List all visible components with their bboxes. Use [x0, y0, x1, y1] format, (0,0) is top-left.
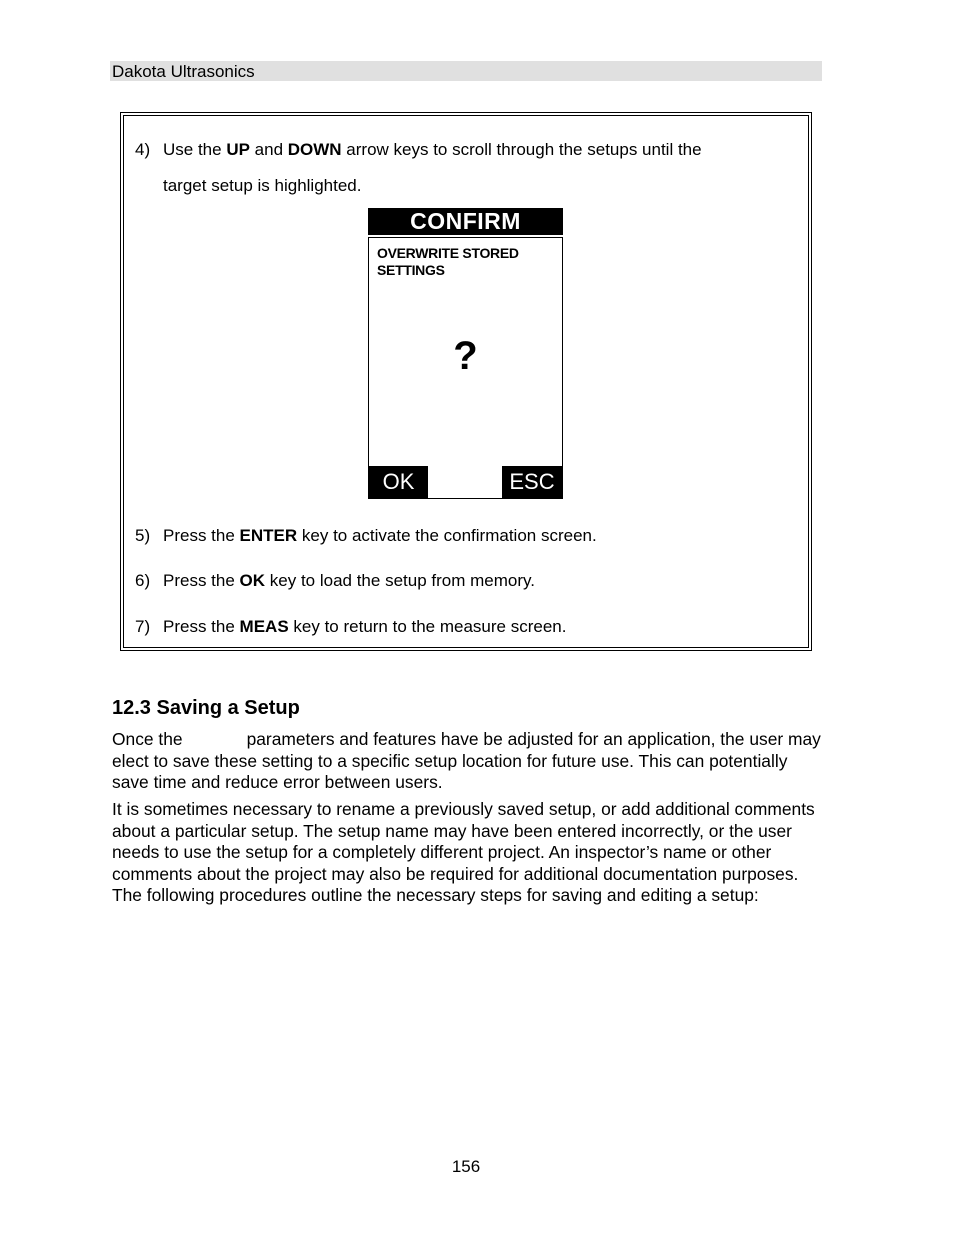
paragraph-1: Once the parameters and features have be adjusted for an application, the user may elect to save these setting to a specific setup location for future use. This can potentially save time and reduce error between users.: [112, 729, 821, 792]
confirm-title: CONFIRM: [368, 208, 563, 235]
step-number: 4): [135, 140, 151, 159]
step-number: 7): [135, 617, 151, 636]
key-down: DOWN: [287, 140, 342, 159]
esc-softkey[interactable]: ESC: [502, 466, 562, 498]
header-company: Dakota Ultrasonics: [112, 62, 255, 81]
step-number: 6): [135, 571, 151, 590]
key-ok: OK: [239, 571, 266, 590]
step-4-continued: target setup is highlighted.: [163, 176, 362, 195]
confirm-body: [368, 237, 563, 499]
question-mark-icon: ?: [453, 334, 478, 378]
key-up: UP: [226, 140, 250, 159]
paragraph-2: It is sometimes necessary to rename a previously saved setup, or add additional comments about a particular setup. The setup name may have been entered incorrectly, or the user needs to use the setup for a completely different project. An inspector’s name or other comments about the project may also be required for additional documentation purposes. The following procedures outline the necessary steps for saving and editing a setup:: [112, 799, 815, 905]
page-number: 156: [451, 1157, 481, 1176]
section-heading: 12.3 Saving a Setup: [112, 697, 300, 719]
step-number: 5): [135, 526, 151, 545]
step-text: Press the OK key to load the setup from memory.: [163, 571, 535, 590]
step-text: Use the UP and DOWN arrow keys to scroll through the setups until the: [163, 140, 702, 159]
ok-softkey[interactable]: OK: [369, 466, 428, 498]
device-confirm-screen: [368, 208, 563, 499]
key-enter: ENTER: [239, 526, 298, 545]
running-header: [110, 61, 822, 81]
step-text: Press the ENTER key to activate the confirmation screen.: [163, 526, 597, 545]
confirm-message: OVERWRITE STORED SETTINGS: [377, 245, 519, 278]
key-meas: MEAS: [239, 617, 289, 636]
step-text: Press the MEAS key to return to the measure screen.: [163, 617, 567, 636]
